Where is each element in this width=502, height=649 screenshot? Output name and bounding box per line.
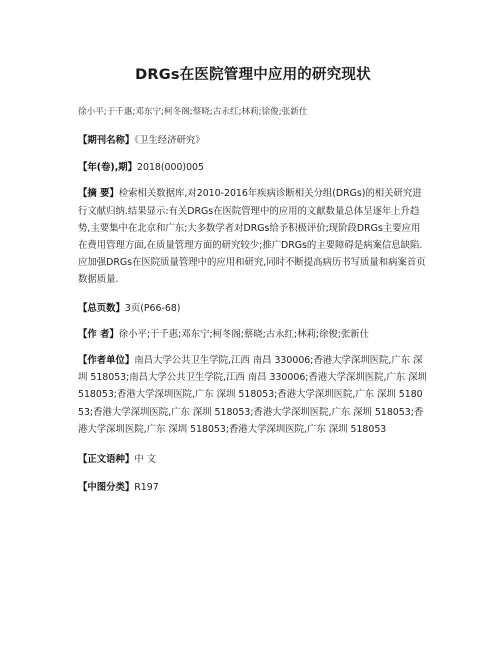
journal-value: 《卫生经济研究》: [134, 135, 205, 146]
journal-label: 【期刊名称】: [78, 135, 135, 146]
author-field: [78, 326, 428, 343]
author-list: 徐小平;于千惠;邓东宁;柯冬阁;蔡晓;古永红;林莉;徐俊;张新仕: [78, 107, 308, 117]
page-title: DRGs在医院管理中应用的研究现状: [135, 67, 371, 83]
author-value: 徐小平;于千惠;邓东宁;柯冬阁;蔡晓;古永红;林莉;徐俊;张新仕: [118, 328, 370, 340]
classification-label: 【中图分类】: [78, 482, 135, 494]
year-value: 2018(000)005: [137, 162, 204, 174]
affiliation-label: 【作者单位】: [78, 355, 135, 367]
abstract-field: [78, 185, 428, 288]
classification-field: [78, 479, 428, 496]
pages-label: 【总页数】: [78, 302, 125, 314]
language-value: 中 文: [134, 454, 156, 466]
language-field: [78, 451, 428, 468]
page-count-field: [78, 300, 428, 317]
year-label: 【年(卷),期】: [78, 162, 138, 174]
journal-field: [78, 132, 428, 149]
language-label: 【正文语种】: [78, 454, 135, 466]
affiliation-field: [78, 352, 428, 438]
abstract-label: 【摘 要】: [78, 188, 119, 200]
year-volume-issue-field: [78, 159, 428, 176]
affiliation-value: 南昌大学公共卫生学院,江西 南昌 330006;香港大学深圳医院,广东 深圳 518053;南昌大学公共卫生学院,江西 南昌 330006;香港大学深圳医院,广东 深圳 518053;香港大学深圳医院,广东 深圳 518053;香港大学深圳医院,广东 深圳 518053;香港大学深圳医院,广东 深圳 518053;香港大学深圳医院,广东 深圳 518053;香港大学深圳医院,广东 深圳 518053;香港大学深圳医院,广东 深圳 518053: [78, 355, 427, 435]
classification-value: R197: [134, 482, 159, 494]
author-label: 【作 者】: [78, 328, 119, 340]
abstract-text: 检索相关数据库,对2010-2016年疾病诊断相关分组(DRGs)的相关研究进行文献归纳.结果显示:有关DRGs在医院管理中的应用的文献数量总体呈逐年上升趋势,主要集中在北京和广东;大多数学者对DRGs给予积极评价;现阶段DRGs主要应用在费用管理方面,在质量管理方面的研究较少;推广DRGs的主要障碍是病案信息缺陷.应加强DRGs在医院质量管理中的应用和研究,同时不断提高病历书写质量和病案首页数据质量.: [78, 188, 426, 286]
pages-value: 3页(P66-68): [124, 302, 181, 314]
